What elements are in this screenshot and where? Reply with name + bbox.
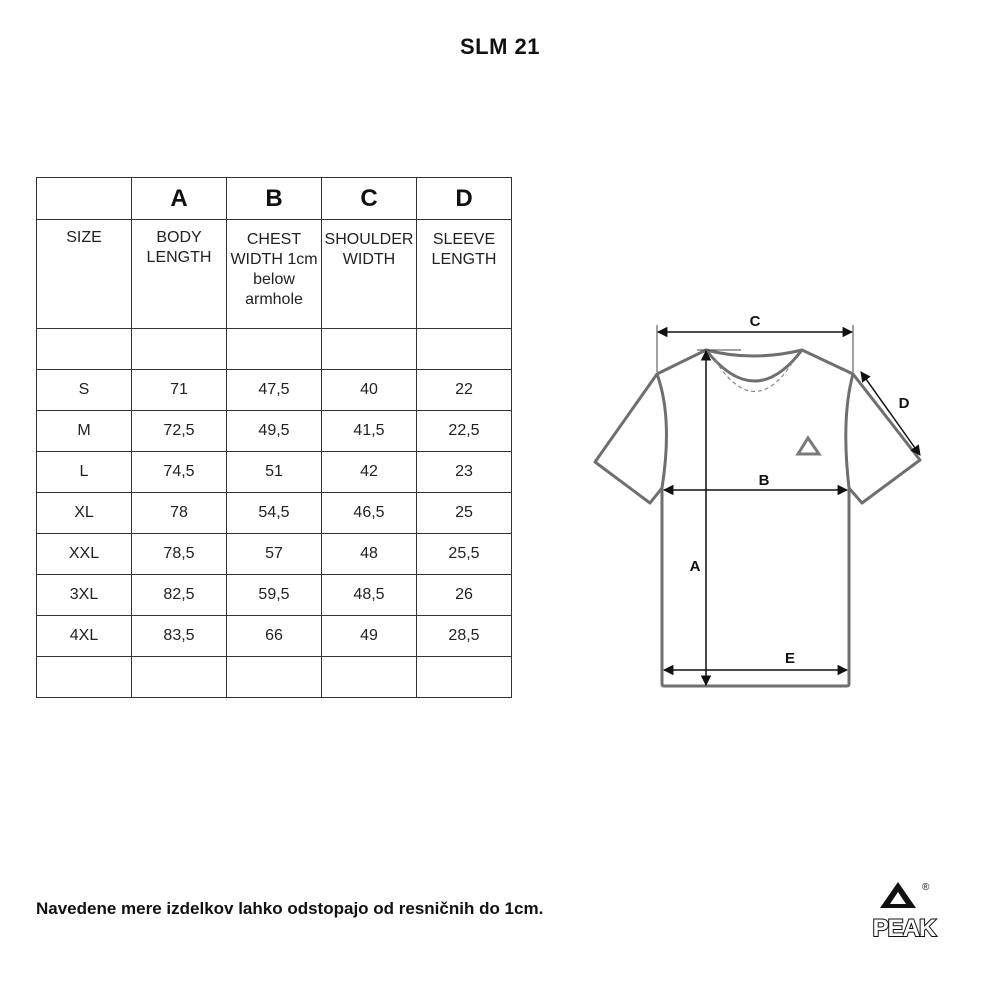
value-cell: 48,5 <box>322 575 417 616</box>
value-cell: 22 <box>417 370 512 411</box>
value-cell: 78,5 <box>132 534 227 575</box>
table-row <box>37 575 512 616</box>
column-header-label: SLEEVE LENGTH <box>431 231 497 268</box>
table-row <box>37 370 512 411</box>
letter-cell: B <box>227 178 322 220</box>
value-cell: 72,5 <box>132 411 227 452</box>
size-cell: S <box>37 370 132 411</box>
size-cell: 3XL <box>37 575 132 616</box>
measure-name-row <box>37 220 512 329</box>
measurement-arrows <box>657 325 920 685</box>
value-cell: 26 <box>417 575 512 616</box>
column-header-label: CHEST WIDTH 1cm below armhole <box>230 231 318 308</box>
label-c: C <box>749 313 761 330</box>
table-row <box>37 616 512 657</box>
column-header <box>417 220 512 329</box>
value-cell: 71 <box>132 370 227 411</box>
size-cell: 4XL <box>37 616 132 657</box>
value-cell: 74,5 <box>132 452 227 493</box>
size-cell: M <box>37 411 132 452</box>
value-cell: 78 <box>132 493 227 534</box>
empty-row <box>37 329 512 370</box>
letter-cell <box>37 178 132 220</box>
value-cell: 25 <box>417 493 512 534</box>
table-row <box>37 411 512 452</box>
label-b: B <box>758 472 770 489</box>
value-cell: 40 <box>322 370 417 411</box>
value-cell: 49,5 <box>227 411 322 452</box>
table-row <box>37 452 512 493</box>
size-table <box>36 177 512 698</box>
column-header-label: SIZE <box>66 229 102 246</box>
value-cell: 49 <box>322 616 417 657</box>
column-header-label: BODY LENGTH <box>146 229 212 266</box>
column-header <box>322 220 417 329</box>
empty-row <box>37 657 512 698</box>
value-cell: 59,5 <box>227 575 322 616</box>
value-cell: 82,5 <box>132 575 227 616</box>
size-cell: L <box>37 452 132 493</box>
value-cell: 66 <box>227 616 322 657</box>
size-cell: XL <box>37 493 132 534</box>
value-cell: 57 <box>227 534 322 575</box>
column-header <box>132 220 227 329</box>
value-cell: 28,5 <box>417 616 512 657</box>
letter-cell: C <box>322 178 417 220</box>
label-a: A <box>689 558 701 575</box>
value-cell: 51 <box>227 452 322 493</box>
registered-mark: ® <box>922 882 930 893</box>
peak-triangle-icon <box>880 882 916 908</box>
column-header <box>37 220 132 329</box>
column-header <box>227 220 322 329</box>
label-e: E <box>784 650 796 667</box>
tshirt-outline <box>595 350 920 686</box>
column-header-label: SHOULDER WIDTH <box>324 231 414 268</box>
letter-cell: A <box>132 178 227 220</box>
value-cell: 48 <box>322 534 417 575</box>
value-cell: 42 <box>322 452 417 493</box>
value-cell: 46,5 <box>322 493 417 534</box>
value-cell: 23 <box>417 452 512 493</box>
tshirt-diagram <box>585 300 945 700</box>
letter-cell: D <box>417 178 512 220</box>
page-title: SLM 21 <box>459 34 541 59</box>
peak-logo-text: PEAK <box>872 915 936 942</box>
value-cell: 83,5 <box>132 616 227 657</box>
value-cell: 47,5 <box>227 370 322 411</box>
chest-logo-icon <box>798 438 819 454</box>
size-cell: XXL <box>37 534 132 575</box>
table-row <box>37 493 512 534</box>
disclaimer-note: Navedene mere izdelkov lahko odstopajo od resničnih do 1cm. <box>36 899 544 918</box>
value-cell: 41,5 <box>322 411 417 452</box>
value-cell: 54,5 <box>227 493 322 534</box>
table-row <box>37 534 512 575</box>
collar-stitch <box>715 360 794 392</box>
measure-letter-row <box>37 178 512 220</box>
value-cell: 25,5 <box>417 534 512 575</box>
peak-logo <box>868 878 940 942</box>
label-d: D <box>898 395 910 412</box>
value-cell: 22,5 <box>417 411 512 452</box>
